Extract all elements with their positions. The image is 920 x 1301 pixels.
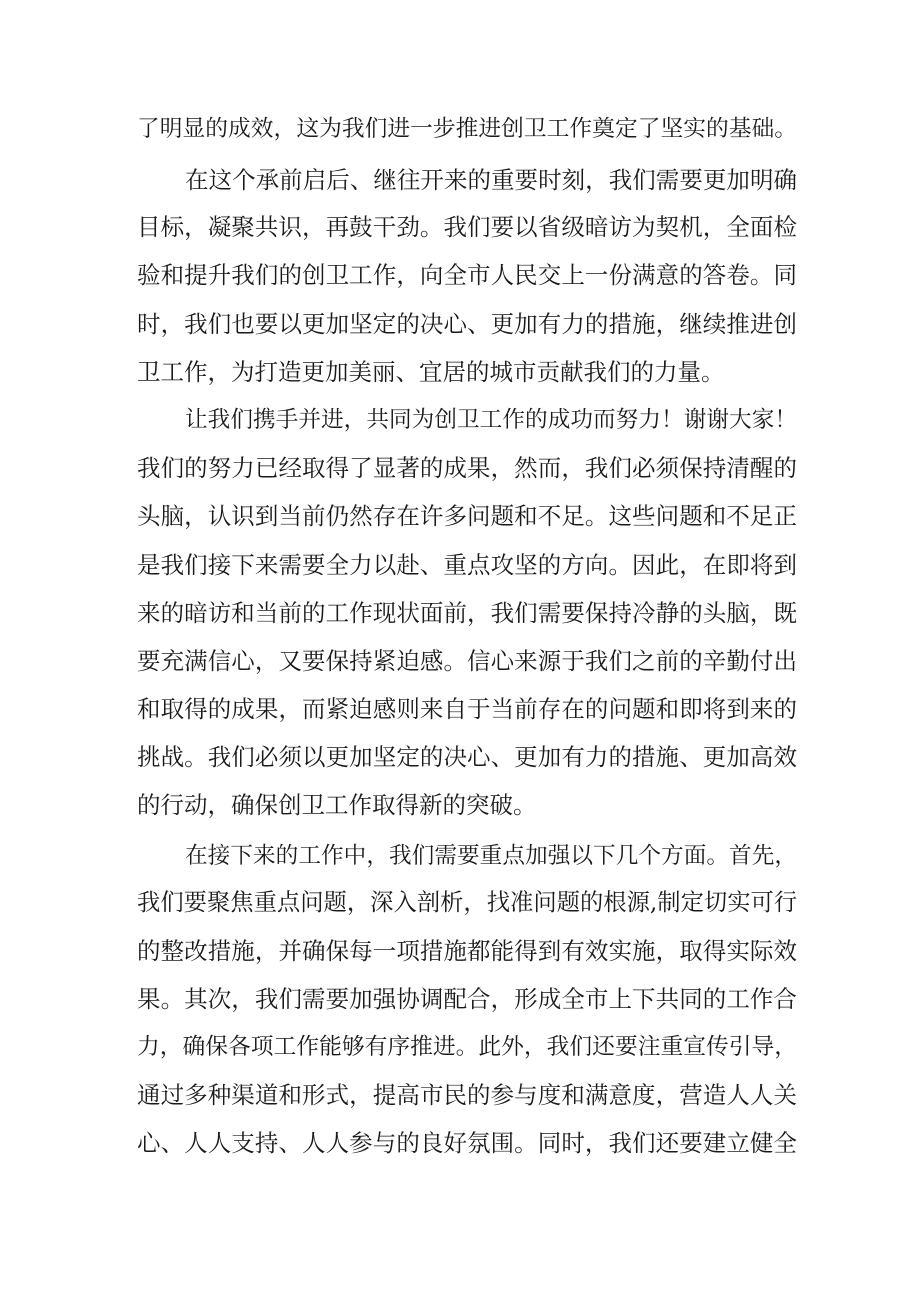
text-line: 时，我们也要以更加坚定的决心、更加有力的措施，继续推进创 [137,310,797,338]
text-line: 的整改措施，并确保每一项措施都能得到有效实施，取得实际效 [137,937,797,965]
text-line: 果。其次，我们需要加强协调配合，形成全市上下共同的工作合 [137,985,797,1013]
text-line: 的行动，确保创卫工作取得新的突破。 [137,791,537,819]
text-line: 验和提升我们的创卫工作，向全市人民交上一份满意的答卷。同 [137,261,797,289]
text-line: 在接下来的工作中，我们需要重点加强以下几个方面。首先， [185,843,797,869]
text-line: 了明显的成效，这为我们进一步推进创卫工作奠定了坚实的基础。 [137,116,797,142]
text-line: 我们要聚焦重点问题，深入剖析，找准问题的根源,制定切实可行 [137,889,798,916]
text-line: 要充满信心，又要保持紧迫感。信心来源于我们之前的辛勤付出 [137,647,797,675]
text-line: 来的暗访和当前的工作现状面前，我们需要保持冷静的头脑，既 [137,599,797,627]
text-line: 和取得的成果，而紧迫感则来自于当前存在的问题和即将到来的 [137,695,797,723]
text-line: 我们的努力已经取得了显著的成果，然而，我们必须保持清醒的 [137,454,797,482]
text-line: 心、人人支持、人人参与的良好氛围。同时，我们还要建立健全 [137,1129,797,1157]
text-line: 头脑，认识到当前仍然存在许多问题和不足。这些问题和不足正 [137,502,797,530]
text-line: 卫工作，为打造更加美丽、宜居的城市贡献我们的力量。 [137,358,725,386]
text-line: 让我们携手并进，共同为创卫工作的成功而努力！谢谢大家！ [185,407,797,433]
text-line: 力，确保各项工作能够有序推进。此外，我们还要注重宣传引导， [137,1034,797,1060]
text-line: 通过多种渠道和形式，提高市民的参与度和满意度，营造人人关 [137,1081,797,1109]
text-line: 是我们接下来需要全力以赴、重点攻坚的方向。因此，在即将到 [137,551,797,579]
text-line: 挑战。我们必须以更加坚定的决心、更加有力的措施、更加高效 [137,743,797,771]
text-line: 在这个承前启后、继往开来的重要时刻，我们需要更加明确 [185,166,797,194]
text-line: 目标，凝聚共识，再鼓干劲。我们要以省级暗访为契机，全面检 [137,213,797,241]
